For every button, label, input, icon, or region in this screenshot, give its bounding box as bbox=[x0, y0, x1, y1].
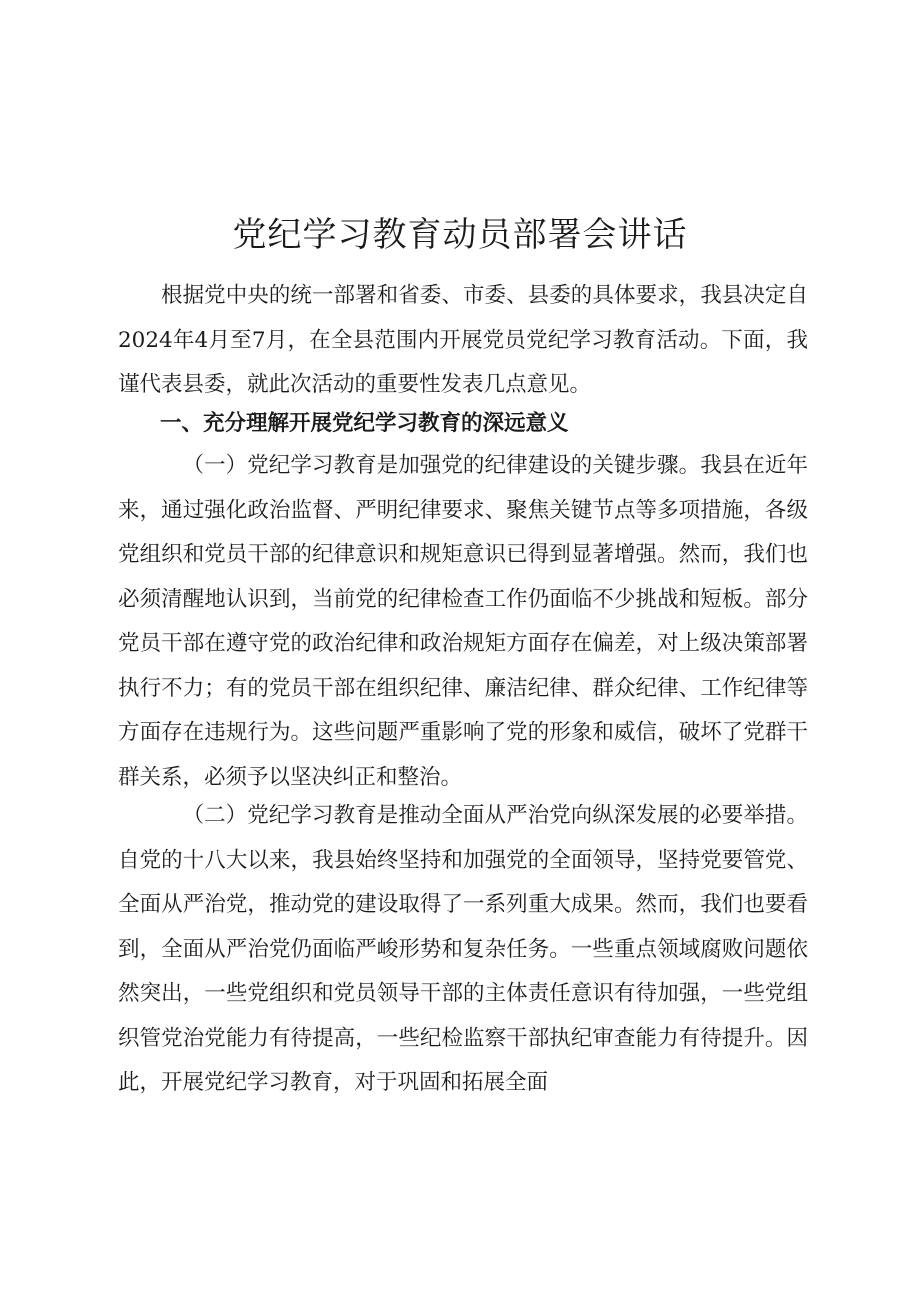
paragraph-section-1-1: （一）党纪学习教育是加强党的纪律建设的关键步骤。我县在近年来，通过强化政治监督、严明纪律要求、聚焦关键节点等多项措施，各级党组织和党员干部的纪律意识和规矩意识已得到显著增强。然而，我们也必须清醒地认识到，当前党的纪律检查工作仍面临不少挑战和短板。部分党员干部在遵守党的政治纪律和政治规矩方面存在偏差，对上级决策部署执行不力；有的党员干部在组织纪律、廉洁纪律、群众纪律、工作纪律等方面存在违规行为。这些问题严重影响了党的形象和威信，破坏了党群干群关系，必须予以坚决纠正和整治。 bbox=[118, 453, 808, 790]
paragraph-section-1-2: （二）党纪学习教育是推动全面从严治党向纵深发展的必要举措。自党的十八大以来，我县始终坚持和加强党的全面领导，坚持党要管党、全面从严治党，推动党的建设取得了一系列重大成果。然而，我们也要看到，全面从严治党仍面临严峻形势和复杂任务。一些重点领域腐败问题依然突出，一些党组织和党员领导干部的主体责任意识有待加强，一些党组织管党治党能力有待提高，一些纪检监察干部执纪审查能力有待提升。因此，开展党纪学习教育，对于巩固和拓展全面 bbox=[118, 803, 808, 1095]
section-heading-1: 一、充分理解开展党纪学习教育的深远意义 bbox=[160, 411, 569, 436]
document-title: 党纪学习教育动员部署会讲话 bbox=[232, 215, 688, 255]
intro-paragraph: 根据党中央的统一部署和省委、市委、县委的具体要求，我县决定自2024年4月至7月，在全县范围内开展党员党纪学习教育活动。下面，我谨代表县委，就此次活动的重要性发表几点意见。 bbox=[118, 283, 808, 397]
